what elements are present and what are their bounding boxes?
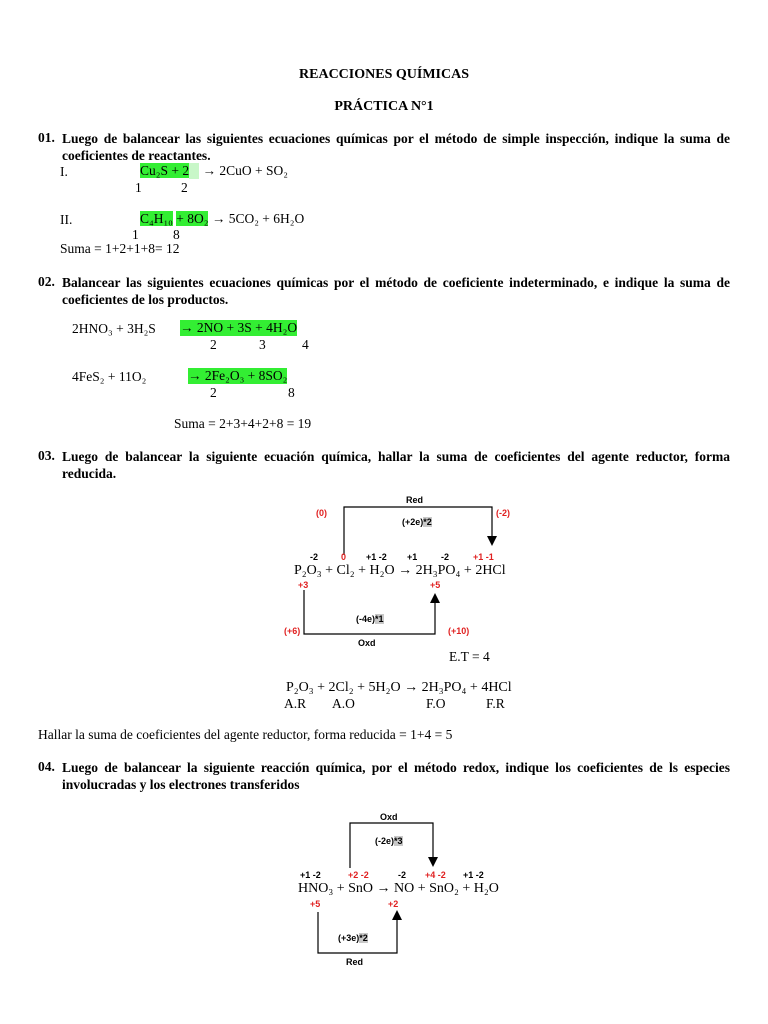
q2-sum: Suma = 2+3+4+2+8 = 19 [174, 416, 312, 431]
q3-ox-electrons: (-4e)*1 [356, 614, 384, 624]
q4-equation: HNO₃ + SnO → NO + SnO₂ + H₂O [298, 881, 499, 896]
q3-role-4: F.R [486, 696, 505, 711]
q3-et: E.T = 4 [449, 649, 490, 664]
q2-eq2-coef-2: 8 [288, 385, 295, 400]
question-4-number: 04. [38, 759, 55, 774]
q2-eq1-left: 2HNO₃ + 3H₂S [72, 321, 156, 336]
q3-ox-state-3: +1 -2 [366, 552, 387, 562]
question-3-text: Luego de balancear la siguiente ecuación química, hallar la suma de coeficientes del agente reductor, forma reducida. [62, 449, 730, 481]
question-1-text: Luego de balancear las siguientes ecuaciones químicas por el método de simple inspección, indique la suma de coeficientes de reactantes. [62, 131, 730, 163]
q2-eq2-right: → 2Fe₂O₃ + 8SO₂ [188, 368, 288, 383]
q3-ox-left: (+6) [284, 626, 301, 636]
q2-eq2-coef-1: 2 [210, 385, 217, 400]
q4-red-electrons: (+3e)*2 [338, 933, 368, 943]
q1-eq1-rest: → 2CuO + SO₂ [202, 163, 288, 178]
q1-eq2-highlight-a: C₄H₁₀ [140, 211, 173, 226]
q1-eq1-coef-1: 1 [135, 180, 142, 195]
q4-ox-state-2: +2 -2 [348, 870, 369, 880]
question-1-number: 01. [38, 130, 55, 145]
q3-ox-label: Oxd [358, 638, 376, 648]
question-2-text: Balancear las siguientes ecuaciones químicas por el método de coeficiente indeterminado, e indique la suma de coeficientes de los productos. [62, 275, 730, 307]
q3-ox-state-6: +1 -1 [473, 552, 494, 562]
q3-ox-state-5: -2 [441, 552, 450, 562]
q3-red-arrowhead [487, 536, 497, 546]
q4-ox-electrons: (-2e)*3 [375, 836, 403, 846]
question-2-number: 02. [38, 274, 55, 289]
q4-ox-arrowhead [428, 857, 438, 867]
q3-below-right: +5 [430, 580, 441, 590]
q3-red-right: (-2) [496, 508, 510, 518]
q3-red-electrons: (+2e)*2 [402, 517, 432, 527]
q4-below-right: +2 [388, 899, 399, 909]
q4-ox-state-3: -2 [398, 870, 407, 880]
q1-eq2-rest: → 5CO₂ + 6H₂O [211, 211, 305, 226]
q3-role-1: A.R [284, 696, 307, 711]
q4-red-arrowhead [392, 910, 402, 920]
q3-red-left: (0) [316, 508, 327, 518]
q4-below-left: +5 [310, 899, 321, 909]
q3-equation: P₂O₃ + Cl₂ + H₂O → 2H₃PO₄ + 2HCl [294, 563, 506, 578]
page-subtitle: PRÁCTICA N°1 [334, 99, 434, 114]
q3-answer: Hallar la suma de coeficientes del agente reductor, forma reducida = 1+4 = 5 [38, 727, 453, 742]
page-title: REACCIONES QUÍMICAS [299, 67, 469, 82]
q1-eq1-label: I. [60, 164, 68, 179]
q3-ox-state-1: -2 [310, 552, 319, 562]
q4-ox-label: Oxd [380, 812, 398, 822]
q2-eq2-left: 4FeS₂ + 11O₂ [72, 369, 147, 384]
q3-ox-arrowhead [430, 593, 440, 603]
q1-sum: Suma = 1+2+1+8= 12 [60, 241, 180, 256]
q2-eq1-coef-3: 4 [302, 337, 309, 352]
q1-eq2-highlight-b: + 8O₂ [176, 211, 209, 226]
q1-eq2-label: II. [60, 212, 73, 227]
q1-eq2-coef-2: 8 [173, 227, 180, 242]
q2-eq1-coef-2: 3 [259, 337, 266, 352]
q3-ox-state-4: +1 [407, 552, 418, 562]
q1-eq2-coef-1: 1 [132, 227, 139, 242]
q3-red-label: Red [406, 495, 424, 505]
q4-red-label: Red [346, 957, 364, 967]
q3-below-left: +3 [298, 580, 309, 590]
q3-balanced: P₂O₃ + 2Cl₂ + 5H₂O → 2H₃PO₄ + 4HCl [286, 680, 512, 695]
q4-ox-state-4: +4 -2 [425, 870, 446, 880]
q3-ox-right: (+10) [448, 626, 470, 636]
q4-ox-state-5: +1 -2 [463, 870, 484, 880]
question-3-number: 03. [38, 448, 55, 463]
q4-ox-state-1: +1 -2 [300, 870, 321, 880]
question-4-text: Luego de balancear la siguiente reacción química, por el método redox, indique los coeficientes de ls especies involucradas y los electrones transferidos [62, 760, 730, 792]
q2-eq1-right: → 2NO + 3S + 4H₂O [180, 320, 298, 335]
q3-red-arrow-line [344, 507, 492, 555]
q2-eq1-coef-1: 2 [210, 337, 217, 352]
q3-role-3: F.O [426, 696, 446, 711]
q1-eq1-highlight: Cu₂S + 2 [140, 163, 190, 178]
q3-ox-state-2: 0 [341, 552, 347, 562]
q1-eq1-coef-2: 2 [181, 180, 188, 195]
q3-role-2: A.O [332, 696, 355, 711]
q3-ox-arrow-line [304, 590, 435, 634]
